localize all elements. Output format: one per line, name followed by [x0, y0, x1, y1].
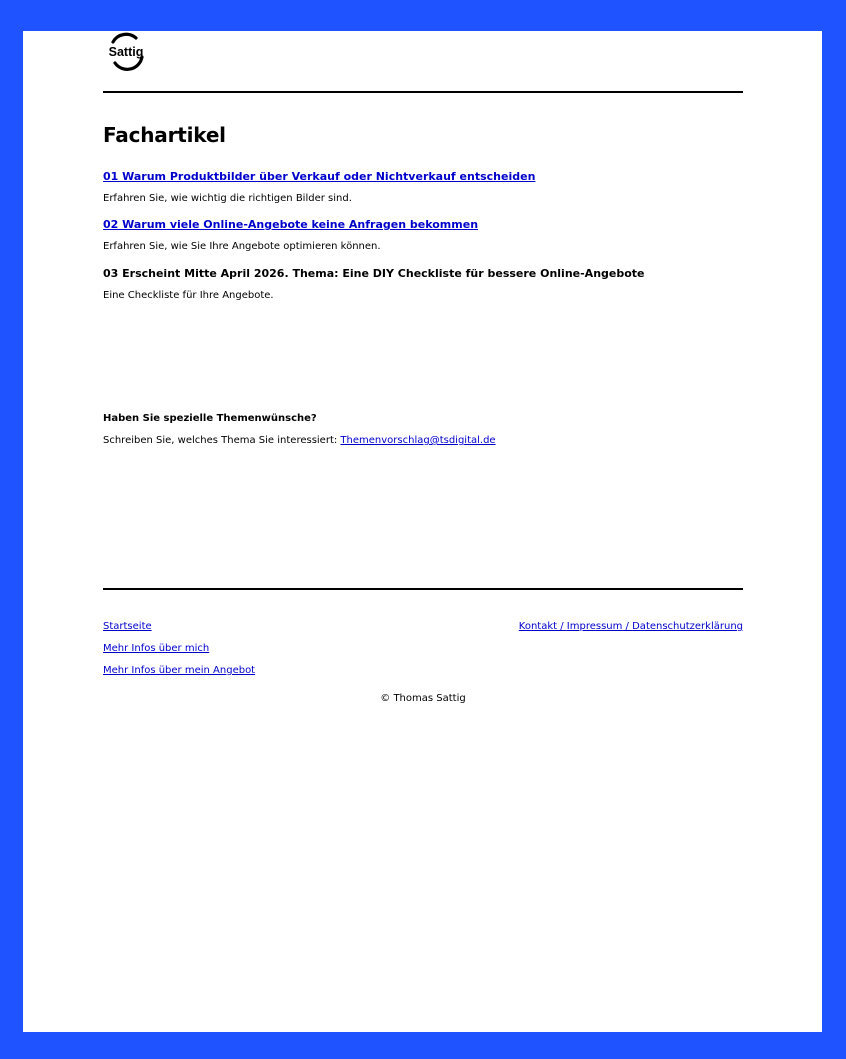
- article-link-01[interactable]: 01 Warum Produktbilder über Verkauf oder Nichtverkauf entscheiden: [103, 170, 536, 183]
- footer-nav-right: [519, 620, 743, 633]
- topic-wishes-line: [103, 434, 743, 447]
- footer-divider: [103, 588, 743, 590]
- article-description: Eine Checkliste für Ihre Angebote.: [103, 290, 274, 301]
- article-title-03: 03 Erscheint Mitte April 2026. Thema: Eine DIY Checkliste für bessere Online-Angebote: [103, 267, 645, 280]
- footer-link-startseite[interactable]: Startseite: [103, 621, 152, 632]
- footer-link-offer[interactable]: Mehr Infos über mein Angebot: [103, 665, 256, 676]
- footer-nav-left: [103, 620, 255, 686]
- page-container: [23, 31, 822, 1032]
- footer-link-datenschutz[interactable]: Datenschutzerklärung: [632, 621, 743, 632]
- header-divider: [103, 91, 743, 93]
- footer-link-about[interactable]: Mehr Infos über mich: [103, 643, 210, 654]
- article-item: [103, 267, 743, 302]
- footer-link-impressum[interactable]: [567, 621, 632, 632]
- sattig-logo[interactable]: [106, 31, 146, 71]
- logo-arc-top: [113, 34, 136, 42]
- article-link-02[interactable]: 02 Warum viele Online-Angebote keine Anfragen bekommen: [103, 218, 479, 231]
- article-description: Erfahren Sie, wie wichtig die richtigen Bilder sind.: [103, 193, 352, 204]
- topic-wishes-question: Haben Sie spezielle Themenwünsche?: [103, 413, 317, 424]
- email-link[interactable]: Themenvorschlag@tsdigital.de: [340, 435, 496, 446]
- footer-link-kontakt[interactable]: [519, 621, 567, 632]
- copyright-notice: © Thomas Sattig: [380, 693, 466, 704]
- topic-wishes-section: [103, 412, 743, 447]
- article-item: [103, 170, 743, 205]
- logo-text: Sattig: [108, 45, 144, 59]
- page-title: Fachartikel: [103, 123, 226, 147]
- footer-link-impressum-label: Impressum: [566, 621, 623, 632]
- footer-link-kontakt-label: Kontakt: [518, 621, 558, 632]
- footer-link-separator: /: [557, 621, 567, 632]
- topic-wishes-text: Schreiben Sie, welches Thema Sie interessiert:: [103, 435, 341, 446]
- footer-link-separator: /: [622, 621, 633, 632]
- article-description: Erfahren Sie, wie Sie Ihre Angebote optimieren können.: [103, 241, 381, 252]
- article-item: [103, 218, 743, 253]
